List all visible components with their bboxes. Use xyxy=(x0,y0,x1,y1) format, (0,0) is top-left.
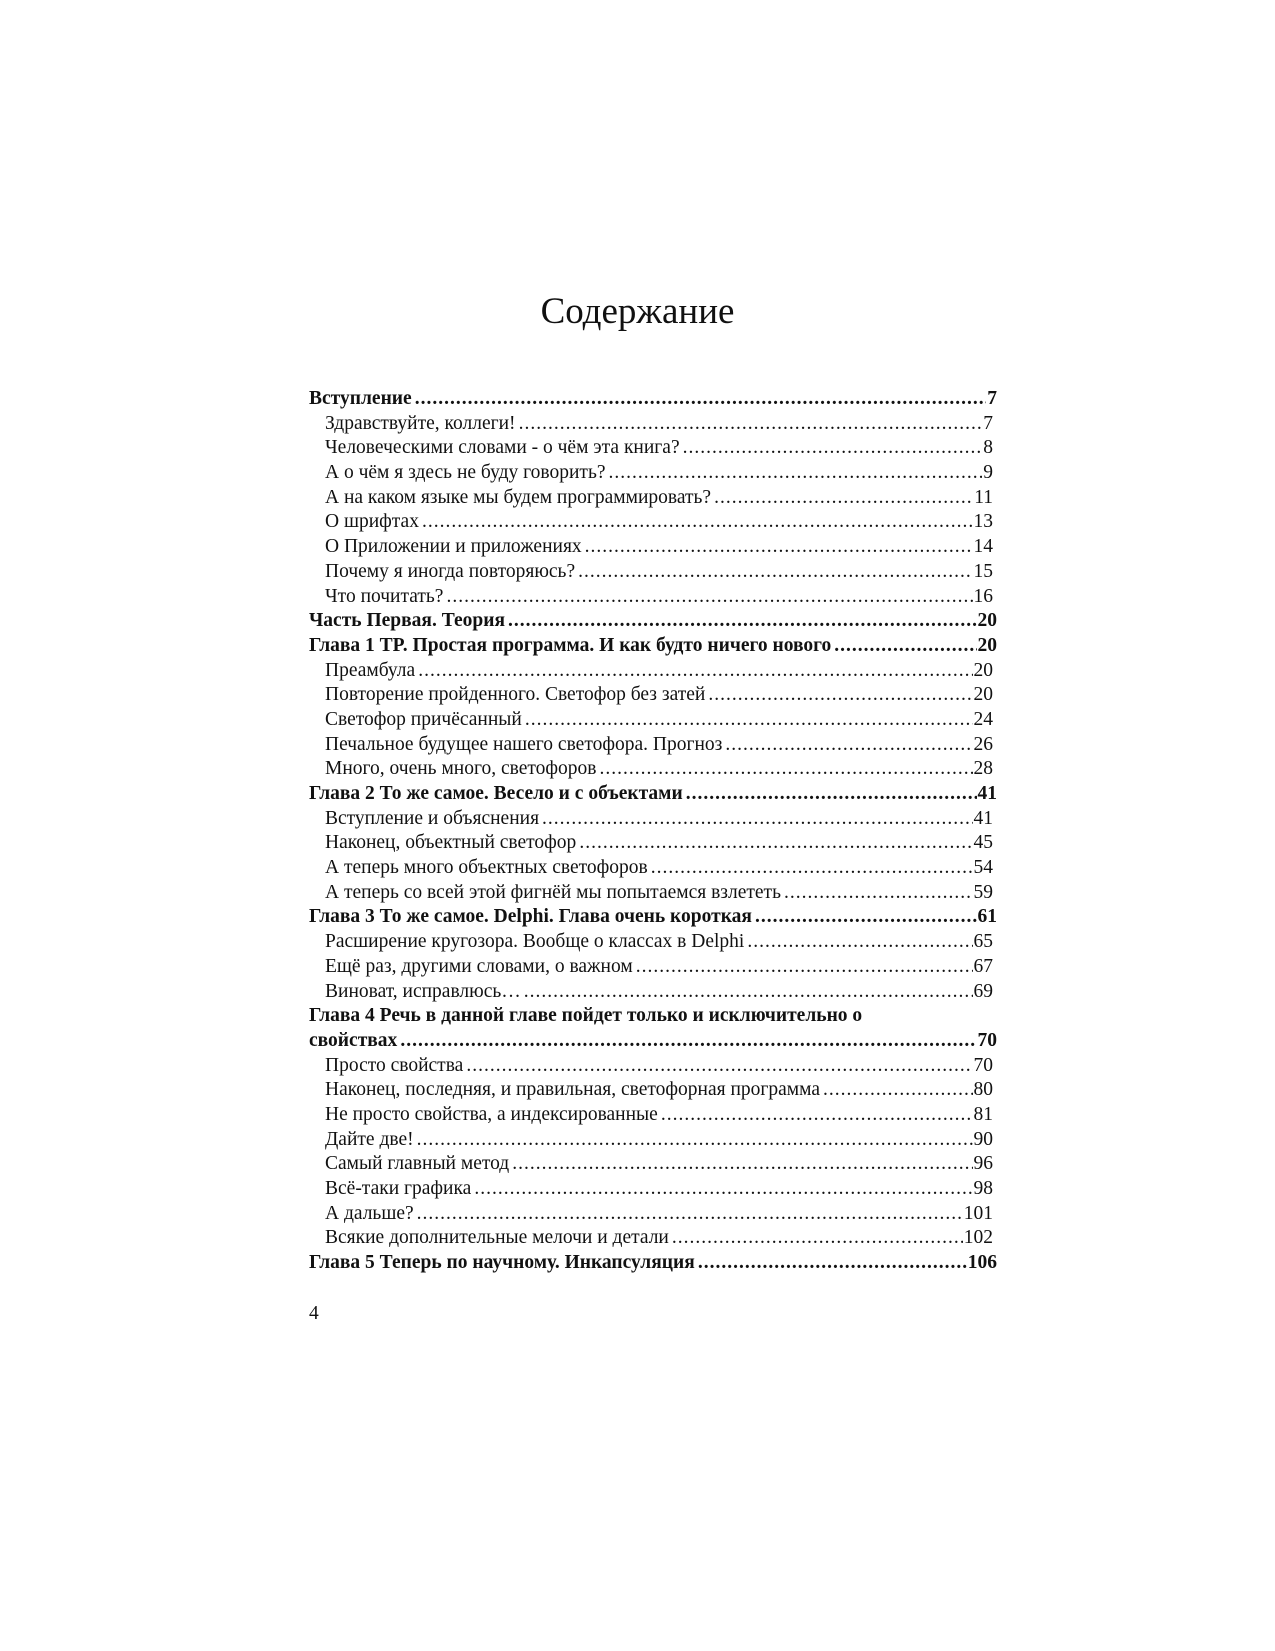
toc-entry-page: 20 xyxy=(973,659,993,681)
toc-chapter-entry[interactable] xyxy=(309,782,997,807)
dot-leader xyxy=(747,930,972,955)
toc-section-entry[interactable] xyxy=(309,585,993,610)
toc-entry-title: Здравствуйте, коллеги! xyxy=(325,412,516,434)
dot-leader xyxy=(686,782,977,807)
toc-entry-title: Много, очень много, светофоров xyxy=(325,758,597,780)
toc-entry-page: 61 xyxy=(977,906,997,928)
toc-section-entry[interactable] xyxy=(309,1128,993,1153)
toc-entry-title: Всякие дополнительные мелочи и детали xyxy=(325,1227,669,1249)
dot-leader xyxy=(661,1103,973,1128)
toc-entry-title: Расширение кругозора. Вообще о классах в Delphi xyxy=(325,931,745,953)
toc-section-entry[interactable] xyxy=(309,1202,993,1227)
toc-entry-page: 106 xyxy=(967,1252,997,1274)
toc-entry-page: 80 xyxy=(973,1079,993,1101)
dot-leader xyxy=(672,1226,963,1251)
toc-entry-title: Вступление xyxy=(309,388,412,409)
dot-leader xyxy=(834,634,976,659)
toc-section-entry[interactable] xyxy=(309,856,993,881)
dot-leader xyxy=(508,609,976,634)
toc-chapter-entry[interactable] xyxy=(309,634,997,659)
toc-entry-title: А о чём я здесь не буду говорить? xyxy=(325,462,606,484)
toc-entry-page: 41 xyxy=(973,807,993,829)
dot-leader xyxy=(519,412,983,437)
dot-leader xyxy=(609,461,983,486)
toc-entry-title: О Приложении и приложениях xyxy=(325,536,582,558)
toc-entry-title: Самый главный метод xyxy=(325,1153,510,1175)
toc-entry-title: Виноват, исправлюсь… xyxy=(325,980,521,1002)
dot-leader xyxy=(422,510,973,535)
toc-entry-title: Дайте две! xyxy=(325,1128,414,1150)
toc-entry-page: 14 xyxy=(973,536,993,558)
dot-leader xyxy=(755,905,977,930)
toc-entry-title: А на каком языке мы будем программировать? xyxy=(325,486,712,508)
toc-entry-title: Преамбула xyxy=(325,659,416,681)
toc-entry-title: Всё-таки графика xyxy=(325,1178,472,1199)
toc-section-entry[interactable] xyxy=(309,1103,993,1128)
toc-entry-page: 102 xyxy=(963,1227,993,1249)
toc-entry-page: 69 xyxy=(973,980,993,1002)
dot-leader xyxy=(466,1054,972,1079)
dot-leader xyxy=(512,1152,972,1177)
toc-entry-title: Просто свойства xyxy=(325,1054,464,1076)
dot-leader xyxy=(524,980,973,1005)
dot-leader xyxy=(400,1029,976,1054)
toc-chapter-entry[interactable] xyxy=(309,609,997,634)
toc-section-entry[interactable] xyxy=(309,412,993,437)
toc-entry-title: О шрифтах xyxy=(325,511,419,533)
toc-entry-page: 20 xyxy=(977,610,997,632)
toc-entry-page: 65 xyxy=(973,931,993,953)
toc-chapter-entry[interactable] xyxy=(309,387,997,412)
dot-leader xyxy=(636,955,973,980)
table-of-contents xyxy=(309,387,997,1276)
toc-section-entry[interactable] xyxy=(309,881,993,906)
toc-entry-page: 70 xyxy=(977,1029,997,1051)
toc-section-entry[interactable] xyxy=(309,1078,993,1103)
toc-section-entry[interactable] xyxy=(309,1177,993,1202)
toc-entry-title: Глава 2 То же самое. Весело и с объектами xyxy=(309,783,683,804)
toc-section-entry[interactable] xyxy=(309,486,993,511)
toc-entry-title: Почему я иногда повторяюсь? xyxy=(325,560,576,582)
toc-section-entry[interactable] xyxy=(309,1054,993,1079)
toc-entry-page: 101 xyxy=(963,1202,993,1224)
toc-entry-page: 59 xyxy=(973,881,993,903)
dot-leader xyxy=(714,486,973,511)
toc-entry-title: Глава 5 Теперь по научному. Инкапсуляция xyxy=(309,1252,695,1274)
toc-entry-page: 15 xyxy=(973,560,993,582)
dot-leader xyxy=(417,1128,973,1153)
toc-entry-title: Наконец, последняя, и правильная, светофорная программа xyxy=(325,1079,821,1101)
toc-chapter-entry[interactable] xyxy=(309,905,997,930)
toc-entry-title: Глава 4 Речь в данной главе пойдет только и исключительно о xyxy=(309,1005,863,1027)
toc-entry-page: 81 xyxy=(973,1103,993,1125)
page-number: 4 xyxy=(309,1303,319,1324)
dot-leader xyxy=(708,683,972,708)
toc-section-entry[interactable] xyxy=(309,560,993,585)
dot-leader xyxy=(651,856,973,881)
toc-entry-title: Наконец, объектный светофор xyxy=(325,832,577,854)
toc-section-entry[interactable] xyxy=(309,980,993,1005)
toc-entry-page: 7 xyxy=(987,388,997,409)
dot-leader xyxy=(542,807,972,832)
toc-entry-page: 20 xyxy=(977,634,997,656)
toc-entry-title-continued: свойствах xyxy=(309,1029,398,1051)
dot-leader xyxy=(579,831,972,856)
toc-entry-page: 20 xyxy=(973,684,993,706)
toc-entry-title: Часть Первая. Теория xyxy=(309,610,506,632)
toc-entry-page: 26 xyxy=(973,733,993,755)
toc-section-entry[interactable] xyxy=(309,955,993,980)
toc-entry-title: Печальное будущее нашего светофора. Прогноз xyxy=(325,733,723,755)
toc-entry-page: 70 xyxy=(973,1054,993,1076)
toc-entry-title: Светофор причёсанный xyxy=(325,708,522,730)
toc-section-entry[interactable] xyxy=(309,659,993,684)
dot-leader xyxy=(585,535,973,560)
toc-entry-title: А теперь со всей этой фигнёй мы попытаемся взлететь xyxy=(325,881,781,903)
toc-entry-page: 24 xyxy=(973,708,993,730)
toc-entry-title: А дальше? xyxy=(325,1202,414,1224)
toc-entry-page: 7 xyxy=(983,412,993,434)
toc-section-entry[interactable] xyxy=(309,708,993,733)
dot-leader xyxy=(784,881,973,906)
dot-leader xyxy=(725,733,972,758)
toc-section-entry[interactable] xyxy=(309,757,993,782)
toc-entry-page: 45 xyxy=(973,832,993,854)
toc-entry-page: 16 xyxy=(973,585,993,607)
dot-leader xyxy=(600,757,973,782)
toc-entry-page: 41 xyxy=(977,783,997,804)
toc-entry-page: 67 xyxy=(973,955,993,977)
dot-leader xyxy=(698,1251,967,1276)
toc-entry-page: 96 xyxy=(973,1153,993,1175)
toc-section-entry[interactable] xyxy=(309,683,993,708)
dot-leader xyxy=(578,560,972,585)
toc-entry-title: Глава 3 То же самое. Delphi. Глава очень короткая xyxy=(309,906,752,928)
toc-entry-title: Не просто свойства, а индексированные xyxy=(325,1103,658,1125)
toc-entry-title: Повторение пройденного. Светофор без затей xyxy=(325,684,706,706)
dot-leader xyxy=(415,387,987,412)
toc-entry-page: 90 xyxy=(973,1128,993,1150)
toc-section-entry[interactable] xyxy=(309,831,993,856)
toc-entry-page: 9 xyxy=(983,462,993,484)
dot-leader xyxy=(823,1078,972,1103)
dot-leader xyxy=(474,1177,972,1202)
page-title: Содержание xyxy=(540,291,735,332)
toc-entry-page: 28 xyxy=(973,758,993,780)
toc-entry-page: 11 xyxy=(974,486,993,508)
toc-section-entry[interactable] xyxy=(309,807,993,832)
dot-leader xyxy=(525,708,973,733)
toc-section-entry[interactable] xyxy=(309,461,993,486)
dot-leader xyxy=(417,1202,963,1227)
toc-entry-title: Человеческими словами - о чём эта книга? xyxy=(325,437,680,459)
toc-entry-page: 13 xyxy=(973,511,993,533)
toc-section-entry[interactable] xyxy=(309,436,993,461)
toc-section-entry[interactable] xyxy=(309,1152,993,1177)
toc-section-entry[interactable] xyxy=(309,535,993,560)
dot-leader xyxy=(446,585,972,610)
toc-section-entry[interactable] xyxy=(309,1226,993,1251)
toc-entry-page: 8 xyxy=(983,437,993,459)
toc-entry-title: А теперь много объектных светофоров xyxy=(325,857,648,879)
toc-section-entry[interactable] xyxy=(309,930,993,955)
toc-chapter-entry[interactable] xyxy=(309,1251,997,1276)
toc-entry-title: Вступление и объяснения xyxy=(325,807,540,829)
toc-entry[interactable] xyxy=(309,1029,997,1054)
toc-section-entry[interactable] xyxy=(309,510,993,535)
toc-entry-line xyxy=(309,1004,997,1029)
toc-entry-page: 98 xyxy=(973,1178,993,1199)
toc-section-entry[interactable] xyxy=(309,733,993,758)
toc-entry-title: Ещё раз, другими словами, о важном xyxy=(325,955,633,977)
toc-entry-title: Глава 1 TP. Простая программа. И как будто ничего нового xyxy=(309,634,832,656)
dot-leader xyxy=(418,659,972,684)
dot-leader xyxy=(683,436,983,461)
toc-entry-title: Что почитать? xyxy=(325,585,444,607)
toc-entry-page: 54 xyxy=(973,857,993,879)
